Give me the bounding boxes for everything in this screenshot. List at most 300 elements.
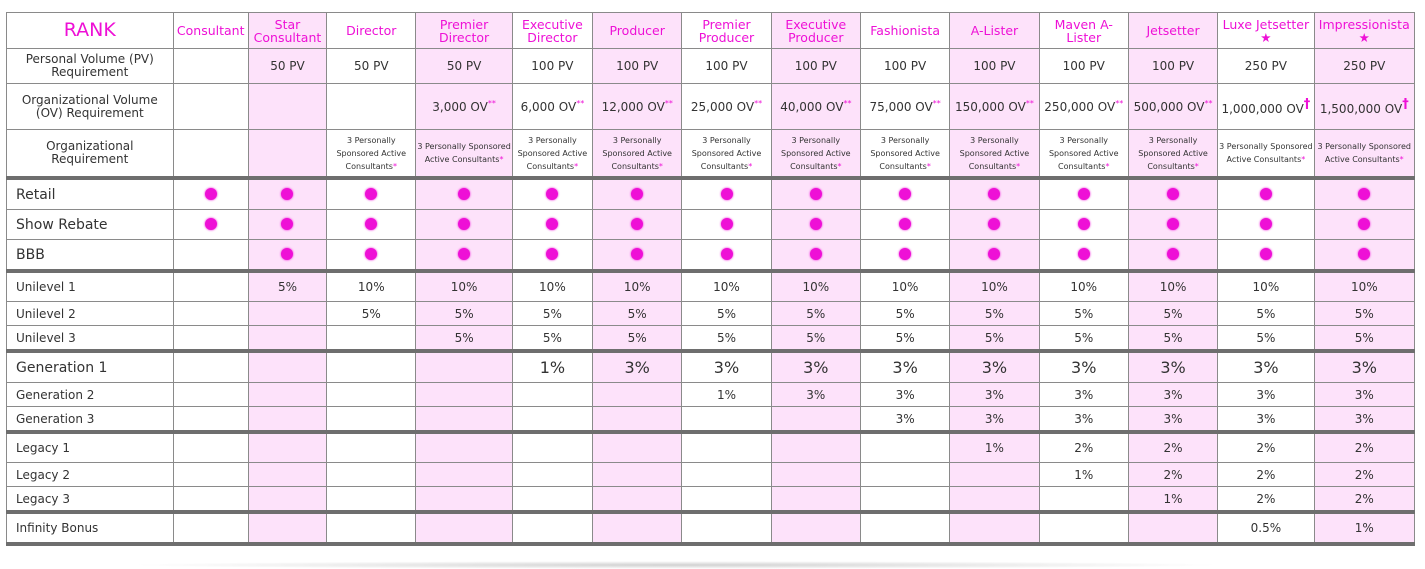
value-text: 10% bbox=[357, 280, 385, 294]
bullet-dot-icon bbox=[1167, 218, 1179, 230]
value-text: 3% bbox=[895, 411, 915, 426]
comp-plan-table bbox=[6, 12, 1415, 546]
value-cell bbox=[1039, 463, 1128, 487]
org-text bbox=[593, 134, 681, 173]
org-cell bbox=[1218, 130, 1314, 179]
org-text bbox=[327, 134, 415, 173]
value-cell bbox=[682, 432, 771, 463]
value-text: 100 PV bbox=[1062, 59, 1105, 73]
ov-footnote-mark: ** bbox=[664, 99, 673, 108]
value-cell bbox=[593, 351, 682, 383]
org-footnote-mark: * bbox=[1105, 161, 1110, 171]
value-cell bbox=[173, 463, 248, 487]
value-cell bbox=[593, 49, 682, 84]
org-footnote-mark: * bbox=[926, 161, 931, 171]
value-cell bbox=[593, 487, 682, 513]
ov-footnote-mark: ** bbox=[1115, 99, 1124, 108]
value-text: 250,000 OV bbox=[1044, 100, 1116, 114]
value-cell bbox=[327, 271, 416, 302]
value-cell bbox=[682, 49, 771, 84]
bullet-dot-icon bbox=[205, 218, 217, 230]
value-cell bbox=[593, 84, 682, 130]
value-text: 2% bbox=[1354, 467, 1374, 482]
dot-cell bbox=[1039, 210, 1128, 240]
org-footnote-mark: * bbox=[748, 161, 753, 171]
rank-name-text: Impressionista bbox=[1318, 16, 1410, 32]
value-text: 10% bbox=[981, 280, 1008, 294]
rank-name-12 bbox=[1218, 13, 1314, 49]
value-text: 5% bbox=[1256, 330, 1276, 345]
value-text: 100 PV bbox=[531, 59, 574, 73]
value-cell bbox=[248, 407, 326, 433]
value-cell bbox=[327, 49, 416, 84]
bonus-row bbox=[7, 487, 1415, 513]
row-label bbox=[7, 512, 174, 544]
value-cell bbox=[512, 271, 592, 302]
bullet-dot-icon bbox=[1358, 218, 1370, 230]
value-text: 3% bbox=[984, 387, 1004, 402]
row-label bbox=[7, 271, 174, 302]
bullet-dot-icon bbox=[988, 248, 1000, 260]
value-cell bbox=[327, 351, 416, 383]
value-cell bbox=[512, 407, 592, 433]
value-text: 5% bbox=[1074, 306, 1094, 321]
org-footnote-mark: * bbox=[658, 161, 663, 171]
dot-cell bbox=[327, 240, 416, 272]
value-cell bbox=[1039, 84, 1128, 130]
value-cell bbox=[860, 383, 949, 407]
value-cell bbox=[1128, 432, 1217, 463]
value-cell bbox=[950, 512, 1039, 544]
value-cell bbox=[860, 84, 949, 130]
value-cell bbox=[248, 271, 326, 302]
row-label bbox=[7, 383, 174, 407]
bonus-row bbox=[7, 326, 1415, 352]
value-text: 1% bbox=[984, 441, 1004, 455]
row-label-text: Generation 3 bbox=[16, 411, 95, 426]
dot-cell bbox=[682, 178, 771, 210]
org-text-body: 3 Personally Sponsored Active Consultants bbox=[1317, 142, 1411, 164]
bullet-dot-icon bbox=[1078, 188, 1090, 200]
value-cell bbox=[1128, 383, 1217, 407]
value-text: 10% bbox=[802, 280, 830, 294]
dot-cell bbox=[1314, 210, 1414, 240]
value-cell bbox=[248, 302, 326, 326]
value-cell bbox=[1314, 49, 1414, 84]
value-cell bbox=[1218, 84, 1314, 130]
value-text: 3% bbox=[1071, 358, 1097, 377]
dot-cell bbox=[327, 210, 416, 240]
value-cell bbox=[1128, 302, 1217, 326]
org-text-body: 3 Personally Sponsored Active Consultants bbox=[517, 135, 588, 171]
bullet-dot-icon bbox=[1167, 248, 1179, 260]
org-cell bbox=[248, 130, 326, 179]
value-text: 100 PV bbox=[616, 59, 659, 73]
value-cell bbox=[860, 271, 949, 302]
org-cell bbox=[1128, 130, 1217, 179]
dot-cell bbox=[416, 240, 512, 272]
value-cell bbox=[1314, 383, 1414, 407]
org-text bbox=[861, 134, 949, 173]
value-text: 3% bbox=[1351, 358, 1377, 377]
bonus-row bbox=[7, 271, 1415, 302]
value-cell bbox=[1218, 271, 1314, 302]
dot-cell bbox=[248, 178, 326, 210]
value-cell bbox=[327, 463, 416, 487]
rank-name-8 bbox=[860, 13, 949, 49]
dot-cell bbox=[950, 178, 1039, 210]
bullet-dot-icon bbox=[205, 188, 217, 200]
rank-name-4 bbox=[512, 13, 592, 49]
bonus-row bbox=[7, 432, 1415, 463]
value-cell bbox=[1039, 407, 1128, 433]
row-label-text: Retail bbox=[16, 186, 56, 203]
rank-name-10 bbox=[1039, 13, 1128, 49]
org-text-body: 3 Personally Sponsored Active Consultants bbox=[1138, 135, 1208, 171]
value-text: 3% bbox=[1256, 387, 1276, 402]
value-cell bbox=[512, 326, 592, 352]
rank-name-7 bbox=[771, 13, 860, 49]
org-text-body: 3 Personally Sponsored Active Consultants bbox=[417, 142, 511, 164]
ov-footnote-mark: ** bbox=[576, 99, 585, 108]
org-text-body: 3 Personally Sponsored Active Consultants bbox=[336, 135, 407, 171]
org-cell bbox=[771, 130, 860, 179]
bonus-row bbox=[7, 383, 1415, 407]
bullet-dot-icon bbox=[365, 218, 377, 230]
value-cell bbox=[1314, 487, 1414, 513]
value-text: 5% bbox=[627, 306, 647, 321]
dot-cell bbox=[771, 178, 860, 210]
rank-name-text: Luxe Jetsetter bbox=[1222, 16, 1310, 32]
value-cell bbox=[327, 407, 416, 433]
value-cell bbox=[950, 351, 1039, 383]
value-cell bbox=[248, 383, 326, 407]
rank-name-13 bbox=[1314, 13, 1414, 49]
row-label-text: Legacy 2 bbox=[16, 467, 70, 482]
dot-cell bbox=[593, 240, 682, 272]
value-cell bbox=[248, 512, 326, 544]
bullet-dot-icon bbox=[899, 218, 911, 230]
org-footnote-mark: * bbox=[392, 161, 397, 171]
value-cell bbox=[950, 487, 1039, 513]
value-cell bbox=[1218, 407, 1314, 433]
dot-row bbox=[7, 210, 1415, 240]
value-text: 5% bbox=[1074, 330, 1094, 345]
rank-name-2 bbox=[327, 13, 416, 49]
dot-row bbox=[7, 178, 1415, 210]
value-text: 100 PV bbox=[884, 59, 927, 73]
value-cell bbox=[248, 351, 326, 383]
bullet-dot-icon bbox=[1260, 248, 1272, 260]
bullet-dot-icon bbox=[1358, 248, 1370, 260]
value-cell bbox=[1314, 351, 1414, 383]
value-cell bbox=[327, 302, 416, 326]
value-text: 3% bbox=[1163, 387, 1183, 402]
value-text: 2% bbox=[1256, 467, 1276, 482]
dot-row bbox=[7, 240, 1415, 272]
value-cell bbox=[173, 271, 248, 302]
ov-footnote-mark: ** bbox=[754, 99, 763, 108]
bullet-dot-icon bbox=[546, 248, 558, 260]
value-cell bbox=[512, 84, 592, 130]
value-cell bbox=[771, 432, 860, 463]
bullet-dot-icon bbox=[631, 188, 643, 200]
value-cell bbox=[682, 512, 771, 544]
value-cell bbox=[512, 383, 592, 407]
value-cell bbox=[1039, 512, 1128, 544]
value-text: 5% bbox=[627, 330, 647, 345]
value-cell bbox=[950, 302, 1039, 326]
bullet-dot-icon bbox=[281, 218, 293, 230]
rank-name-3 bbox=[416, 13, 512, 49]
bullet-dot-icon bbox=[631, 248, 643, 260]
dot-cell bbox=[1218, 178, 1314, 210]
value-cell bbox=[1039, 326, 1128, 352]
value-text: 250 PV bbox=[1244, 59, 1287, 73]
value-text: 5% bbox=[895, 330, 915, 345]
value-cell bbox=[860, 432, 949, 463]
rank-name-text: Jetsetter bbox=[1146, 23, 1200, 38]
value-text: 2% bbox=[1163, 441, 1183, 455]
bullet-dot-icon bbox=[988, 218, 1000, 230]
value-cell bbox=[1039, 383, 1128, 407]
value-cell bbox=[1128, 463, 1217, 487]
rank-name-text: Star Consultant bbox=[253, 16, 322, 45]
value-cell bbox=[512, 49, 592, 84]
value-cell bbox=[860, 326, 949, 352]
row-label-text: Organizational Requirement bbox=[46, 139, 134, 166]
dot-cell bbox=[416, 178, 512, 210]
value-cell bbox=[771, 351, 860, 383]
value-cell bbox=[416, 512, 512, 544]
rank-name-text: A-Lister bbox=[970, 23, 1019, 38]
dot-cell bbox=[1314, 178, 1414, 210]
value-cell bbox=[416, 463, 512, 487]
value-text: 12,000 OV bbox=[601, 100, 665, 114]
value-text: 10% bbox=[1350, 280, 1378, 294]
value-cell bbox=[1218, 49, 1314, 84]
row-label-text: BBB bbox=[16, 246, 45, 263]
value-text: 2% bbox=[1354, 491, 1374, 506]
row-label bbox=[7, 210, 174, 240]
row-label-text: Legacy 1 bbox=[16, 441, 70, 455]
bonus-row bbox=[7, 407, 1415, 433]
value-cell bbox=[1314, 271, 1414, 302]
value-cell bbox=[173, 407, 248, 433]
bullet-dot-icon bbox=[899, 248, 911, 260]
value-text: 5% bbox=[454, 306, 474, 321]
value-text: 2% bbox=[1163, 467, 1183, 482]
value-text: 50 PV bbox=[446, 59, 482, 73]
value-text: 0.5% bbox=[1250, 521, 1282, 535]
value-cell bbox=[512, 512, 592, 544]
dot-cell bbox=[512, 210, 592, 240]
value-text: 500,000 OV bbox=[1133, 100, 1205, 114]
value-cell bbox=[950, 432, 1039, 463]
value-cell bbox=[950, 84, 1039, 130]
value-cell bbox=[248, 463, 326, 487]
bullet-dot-icon bbox=[988, 188, 1000, 200]
value-text: 10% bbox=[1159, 280, 1187, 294]
rank-name-text: Executive Director bbox=[521, 16, 583, 45]
dagger-mark: † bbox=[1402, 97, 1409, 112]
value-text: 10% bbox=[623, 280, 651, 294]
ov-row bbox=[7, 84, 1415, 130]
org-text bbox=[1040, 134, 1128, 173]
value-cell bbox=[1039, 487, 1128, 513]
value-cell bbox=[682, 383, 771, 407]
value-text: 1% bbox=[1354, 521, 1374, 535]
bullet-dot-icon bbox=[458, 248, 470, 260]
row-label bbox=[7, 178, 174, 210]
dot-cell bbox=[248, 210, 326, 240]
dot-cell bbox=[512, 240, 592, 272]
org-text bbox=[513, 134, 592, 173]
value-text: 3% bbox=[1256, 411, 1276, 426]
infinity-row bbox=[7, 512, 1415, 544]
org-text-body: 3 Personally Sponsored Active Consultants bbox=[959, 135, 1030, 171]
value-text: 10% bbox=[713, 280, 740, 294]
value-text: 1% bbox=[1163, 491, 1183, 506]
rank-name-6 bbox=[682, 13, 771, 49]
value-cell bbox=[173, 49, 248, 84]
bullet-dot-icon bbox=[1078, 218, 1090, 230]
value-cell bbox=[771, 84, 860, 130]
value-cell bbox=[173, 351, 248, 383]
value-text: 5% bbox=[806, 330, 826, 345]
value-text: 10% bbox=[891, 280, 919, 294]
rank-name-5 bbox=[593, 13, 682, 49]
rank-name-text: Producer bbox=[609, 23, 665, 38]
org-footnote-mark: * bbox=[1016, 161, 1021, 171]
org-text-body: 3 Personally Sponsored Active Consultants bbox=[602, 135, 672, 171]
value-cell bbox=[593, 383, 682, 407]
value-text: 3% bbox=[624, 358, 650, 377]
value-cell bbox=[512, 302, 592, 326]
org-cell bbox=[512, 130, 592, 179]
org-cell bbox=[950, 130, 1039, 179]
value-cell bbox=[771, 383, 860, 407]
value-cell bbox=[1039, 49, 1128, 84]
value-cell bbox=[950, 326, 1039, 352]
value-cell bbox=[593, 302, 682, 326]
value-text: 10% bbox=[1252, 280, 1280, 294]
row-label bbox=[7, 49, 174, 84]
value-cell bbox=[416, 432, 512, 463]
row-label bbox=[7, 84, 174, 130]
ov-footnote-mark: ** bbox=[1204, 99, 1213, 108]
value-cell bbox=[1039, 271, 1128, 302]
rank-name-11 bbox=[1128, 13, 1217, 49]
value-cell bbox=[416, 383, 512, 407]
bullet-dot-icon bbox=[1260, 188, 1272, 200]
value-cell bbox=[1128, 407, 1217, 433]
rank-name-text: Maven A-Lister bbox=[1054, 16, 1113, 45]
ov-footnote-mark: ** bbox=[1025, 99, 1034, 108]
value-cell bbox=[682, 302, 771, 326]
value-cell bbox=[771, 302, 860, 326]
value-cell bbox=[860, 463, 949, 487]
dot-cell bbox=[173, 210, 248, 240]
dot-cell bbox=[682, 240, 771, 272]
value-cell bbox=[771, 463, 860, 487]
value-cell bbox=[416, 326, 512, 352]
org-cell bbox=[327, 130, 416, 179]
org-footnote-mark: * bbox=[1194, 161, 1199, 171]
value-text: 6,000 OV bbox=[520, 100, 577, 114]
dot-cell bbox=[771, 240, 860, 272]
row-label bbox=[7, 240, 174, 272]
value-cell bbox=[1128, 84, 1217, 130]
row-label-text: Show Rebate bbox=[16, 216, 108, 233]
bullet-dot-icon bbox=[1078, 248, 1090, 260]
value-cell bbox=[1314, 432, 1414, 463]
row-label-text: Unilevel 2 bbox=[16, 306, 76, 321]
value-cell bbox=[682, 487, 771, 513]
value-text: 5% bbox=[542, 306, 562, 321]
dot-cell bbox=[593, 210, 682, 240]
dot-cell bbox=[416, 210, 512, 240]
star-icon: ★ bbox=[1260, 29, 1272, 45]
rank-name-text: Fashionista bbox=[870, 23, 940, 38]
value-cell bbox=[1039, 351, 1128, 383]
org-footnote-mark: * bbox=[1399, 155, 1404, 164]
bullet-dot-icon bbox=[458, 218, 470, 230]
org-footnote-mark: * bbox=[574, 161, 579, 171]
value-cell bbox=[248, 326, 326, 352]
value-cell bbox=[950, 463, 1039, 487]
bullet-dot-icon bbox=[721, 188, 733, 200]
value-cell bbox=[1218, 463, 1314, 487]
dot-cell bbox=[682, 210, 771, 240]
value-text: 5% bbox=[1354, 306, 1374, 321]
value-text: 1% bbox=[539, 358, 566, 377]
value-cell bbox=[1314, 512, 1414, 544]
dot-cell bbox=[327, 178, 416, 210]
row-label-text: Personal Volume (PV) Requirement bbox=[25, 52, 154, 79]
rank-name-text: Premier Director bbox=[438, 16, 490, 45]
dot-cell bbox=[860, 178, 949, 210]
org-cell bbox=[682, 130, 771, 179]
org-text bbox=[950, 134, 1038, 173]
value-text: 150,000 OV bbox=[954, 100, 1026, 114]
value-cell bbox=[512, 432, 592, 463]
bullet-dot-icon bbox=[458, 188, 470, 200]
rank-name-text: Director bbox=[346, 23, 397, 38]
value-cell bbox=[1218, 487, 1314, 513]
value-text: 10% bbox=[450, 280, 478, 294]
org-text bbox=[1315, 140, 1414, 166]
rank-name-1 bbox=[248, 13, 326, 49]
value-text: 3% bbox=[895, 387, 915, 402]
value-cell bbox=[416, 49, 512, 84]
value-text: 3% bbox=[1354, 387, 1374, 402]
value-text: 3% bbox=[1074, 411, 1094, 426]
value-cell bbox=[1128, 49, 1217, 84]
bullet-dot-icon bbox=[365, 188, 377, 200]
value-cell bbox=[593, 512, 682, 544]
bullet-dot-icon bbox=[631, 218, 643, 230]
bullet-dot-icon bbox=[721, 218, 733, 230]
bullet-dot-icon bbox=[1358, 188, 1370, 200]
value-cell bbox=[327, 432, 416, 463]
ov-footnote-mark: ** bbox=[487, 99, 496, 108]
dagger-mark: † bbox=[1303, 97, 1311, 112]
row-label bbox=[7, 463, 174, 487]
value-cell bbox=[682, 463, 771, 487]
value-text: 5% bbox=[1163, 330, 1183, 345]
org-text-body: 3 Personally Sponsored Active Consultants bbox=[1048, 135, 1119, 171]
